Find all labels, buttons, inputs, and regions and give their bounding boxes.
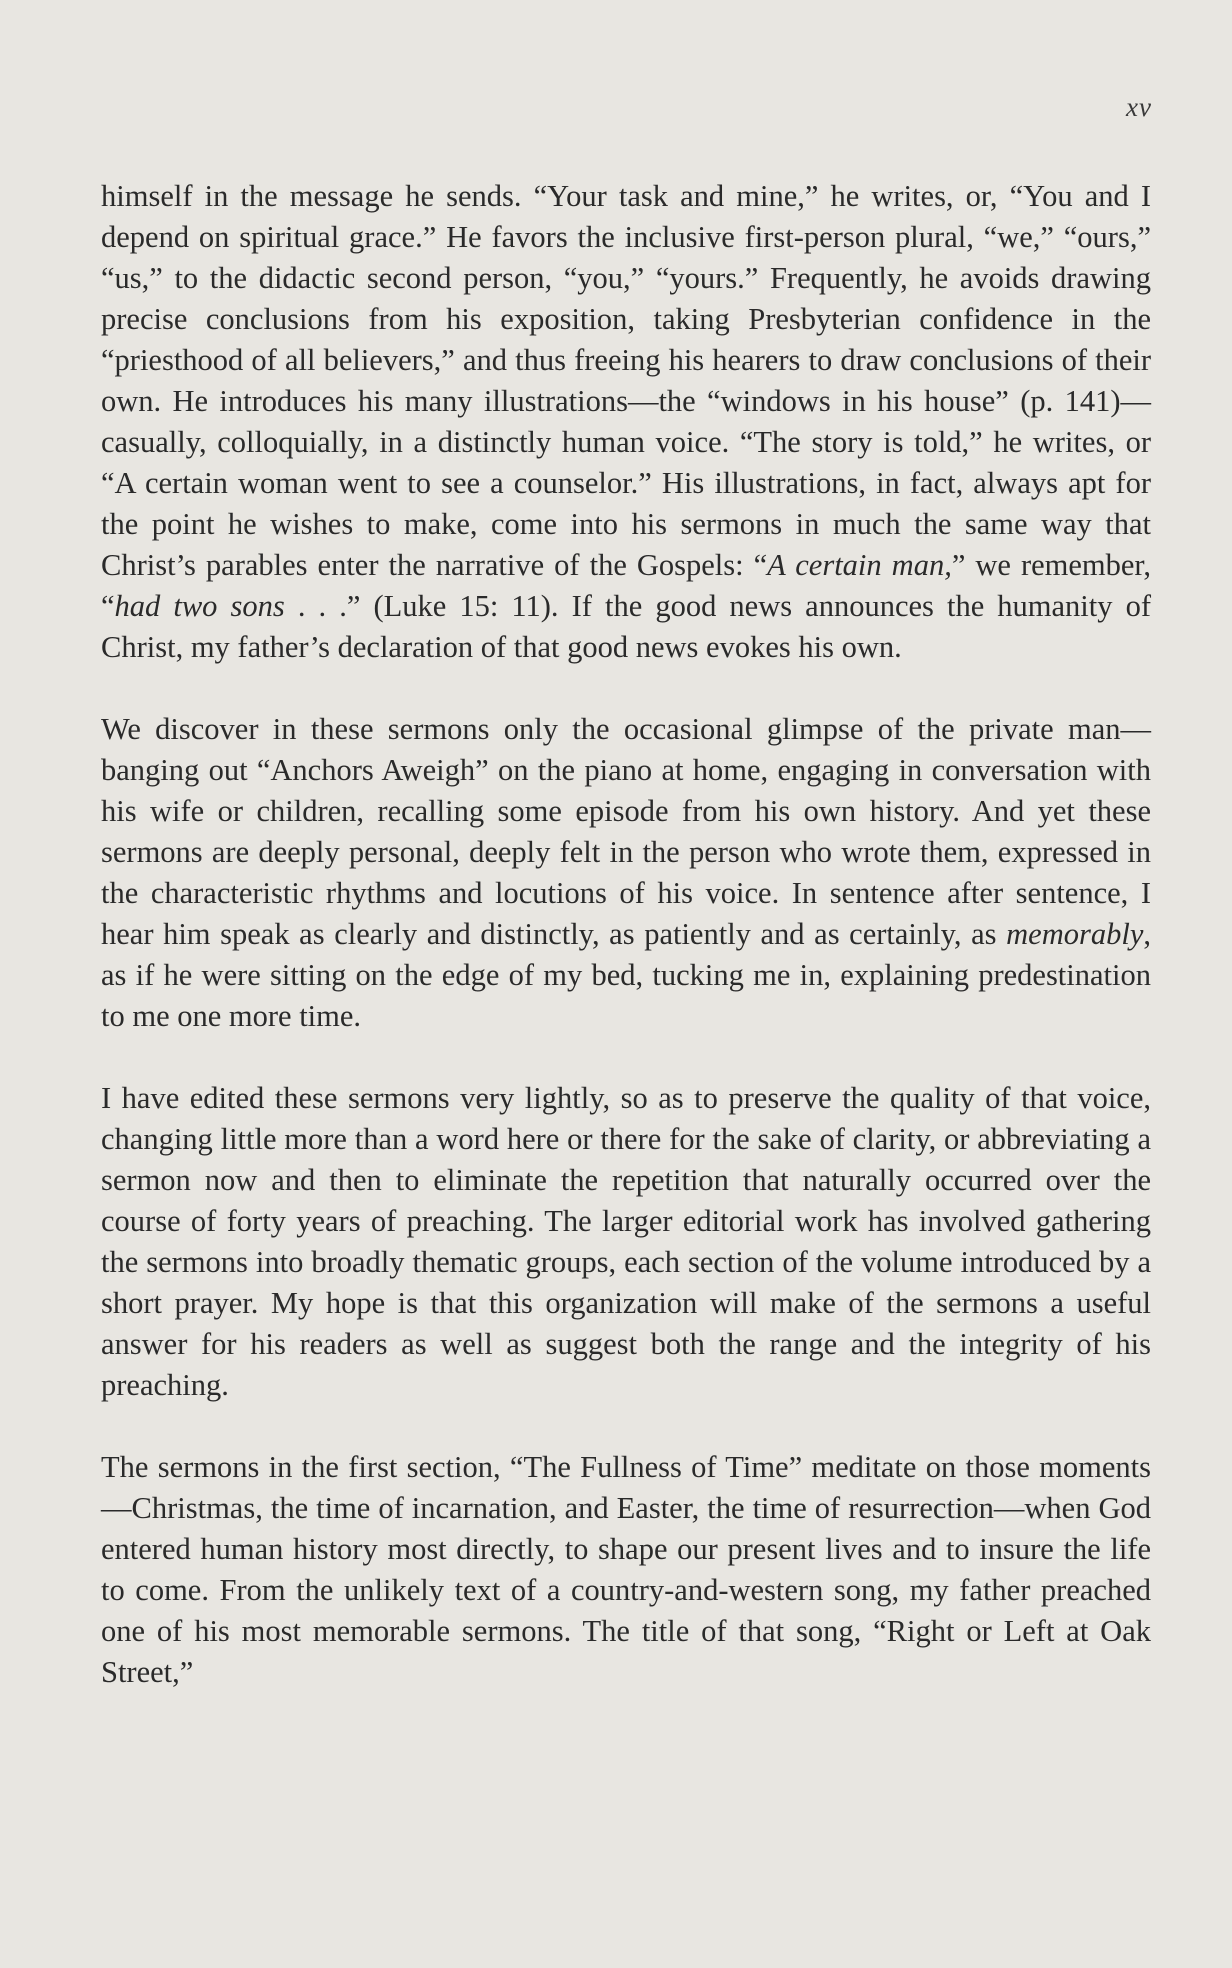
paragraph xyxy=(101,176,1151,668)
text-run: , as if he were sitting on the edge of my bed, tucking me in, explaining predestination to me one more time. xyxy=(101,917,1151,1033)
paragraph xyxy=(101,1078,1151,1406)
page-number: xv xyxy=(1126,92,1152,122)
text-run: himself in the message he sends. “Your task and mine,” he writes, or, “You and I depend on spiritual grace.” He favors the inclusive first-person plural, “we,” “ours,” “us,” to the didactic second person, “you,” “yours.” Frequently, he avoids drawing precise conclusions from his exposition, taking Presbyterian confidence in the “priesthood of all believers,” and thus freeing his hearers to draw conclusions of their own. He introduces his many illustrations—the “windows in his house” (p. 141)—casually, colloquially, in a distinctly human voice. “The story is told,” he writes, or “A certain woman went to see a counselor.” His illustrations, in fact, always apt for the point he wishes to make, come into his sermons in much the same way that Christ’s parables enter the narrative of the Gospels: “ xyxy=(101,179,1151,582)
italic-text: A certain man, xyxy=(767,548,952,582)
paragraph xyxy=(101,709,1151,1037)
text-run: ” we remember, “ xyxy=(101,548,1151,623)
paragraph xyxy=(101,1447,1151,1693)
text-run: The sermons in the first section, “The Fullness of Time” meditate on those moments—Christmas, the time of incarnation, and Easter, the time of resurrection—when God entered human history most directly, to shape our present lives and to insure the life to come. From the unlikely text of a country-and-western song, my father preached one of his most memorable sermons. The title of that song, “Right or Left at Oak Street,” xyxy=(101,1450,1151,1689)
italic-text: had two sons xyxy=(114,589,285,623)
italic-text: memorably xyxy=(1006,917,1144,951)
text-run: . . .” (Luke 15: 11). If the good news announces the humanity of Christ, my father’s declaration of that good news evokes his own. xyxy=(101,589,1151,664)
text-run: I have edited these sermons very lightly, so as to preserve the quality of that voice, changing little more than a word here or there for the sake of clarity, or abbreviating a sermon now and then to eliminate the repetition that naturally occurred over the course of forty years of preaching. The larger editorial work has involved gathering the sermons into broadly thematic groups, each section of the volume introduced by a short prayer. My hope is that this organization will make of the sermons a useful answer for his readers as well as suggest both the range and the integrity of his preaching. xyxy=(101,1081,1151,1402)
text-run: We discover in these sermons only the occasional glimpse of the private man—banging out “Anchors Aweigh” on the piano at home, engaging in conversation with his wife or children, recalling some episode from his own history. And yet these sermons are deeply personal, deeply felt in the person who wrote them, expressed in the characteristic rhythms and locutions of his voice. In sentence after sentence, I hear him speak as clearly and distinctly, as patiently and as certainly, as xyxy=(101,712,1151,951)
body-text xyxy=(101,176,1151,1693)
